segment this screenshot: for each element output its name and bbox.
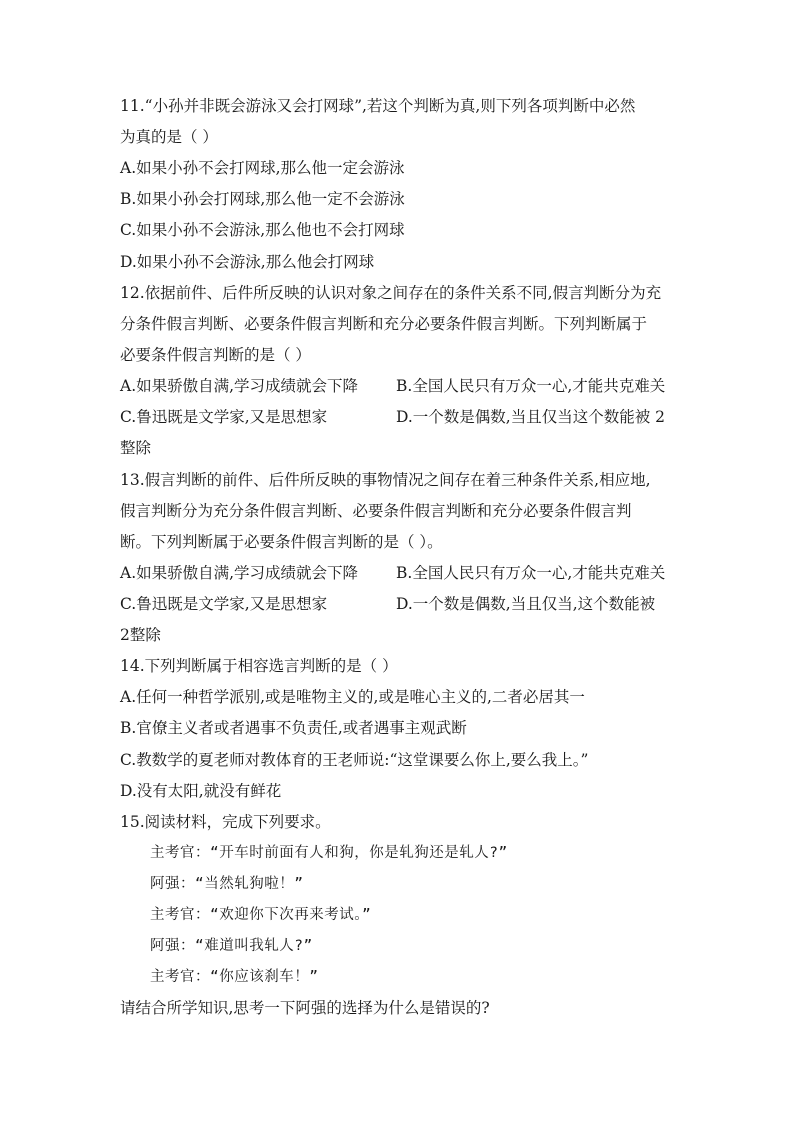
q11-option-c: C.如果小孙不会游泳,那么他也不会打网球 xyxy=(120,221,405,239)
q11-stem-line1: 11.“小孙并非既会游泳又会打网球”,若这个判断为真,则下列各项判断中必然 xyxy=(120,97,636,115)
q12-option-d-continued: 整除 xyxy=(120,439,152,457)
q14-option-a: A.任何一种哲学派别,或是唯物主义的,或是唯心主义的,二者必居其一 xyxy=(120,688,585,706)
q11-option-d: D.如果小孙不会游泳,那么他会打网球 xyxy=(120,253,375,271)
q12-stem-line2: 分条件假言判断、必要条件假言判断和充分必要条件假言判断。下列判断属于 xyxy=(120,315,648,333)
q11-stem-line2: 为真的是（ ） xyxy=(120,128,218,146)
q13-stem-line2: 假言判断分为充分条件假言判断、必要条件假言判断和充分必要条件假言判 xyxy=(120,502,632,520)
q12-option-d: D.一个数是偶数,当且仅当这个数能被 2 xyxy=(396,408,666,426)
q15-dialogue-line: 主考官：“开车时前面有人和狗，你是轧狗还是轧人?” xyxy=(150,845,508,861)
q12-option-b: B.全国人民只有万众一心,才能共克难关 xyxy=(396,377,666,395)
q15-dialogue-line: 阿强：“当然轧狗啦！” xyxy=(150,876,304,892)
q13-option-c: C.鲁迅既是文学家,又是思想家 xyxy=(120,595,328,613)
q15-dialogue-line: 主考官：“你应该刹车！” xyxy=(150,969,319,985)
q13-stem-line3: 断。下列判断属于必要条件假言判断的是（ ）。 xyxy=(120,533,443,551)
q15-dialogue-line: 主考官：“欢迎你下次再来考试。” xyxy=(150,907,372,923)
q13-stem-line1: 13.假言判断的前件、后件所反映的事物情况之间存在着三种条件关系,相应地, xyxy=(120,471,651,489)
q15-dialogue-line: 阿强：“难道叫我轧人?” xyxy=(150,938,313,954)
q13-option-d: D.一个数是偶数,当且仅当,这个数能被 xyxy=(396,595,656,613)
q12-stem-line1: 12.依据前件、后件所反映的认识对象之间存在的条件关系不同,假言判断分为充 xyxy=(120,284,662,302)
q15-stem: 15.阅读材料，完成下列要求。 xyxy=(120,813,331,831)
q12-option-c: C.鲁迅既是文学家,又是思想家 xyxy=(120,408,328,426)
q14-stem: 14.下列判断属于相容选言判断的是（ ） xyxy=(120,657,398,675)
q14-option-c: C.教数学的夏老师对教体育的王老师说:“这堂课要么你上,要么我上。” xyxy=(120,751,589,769)
q13-option-b: B.全国人民只有万众一心,才能共克难关 xyxy=(396,564,666,582)
q11-option-b: B.如果小孙会打网球,那么他一定不会游泳 xyxy=(120,190,405,208)
q12-stem-line3: 必要条件假言判断的是（ ） xyxy=(120,346,311,364)
q13-option-d-continued: 2整除 xyxy=(120,626,161,644)
q12-option-a: A.如果骄傲自满,学习成绩就会下降 xyxy=(120,377,359,395)
q14-option-b: B.官僚主义者或者遇事不负责任,或者遇事主观武断 xyxy=(120,719,467,737)
q15-question: 请结合所学知识,思考一下阿强的选择为什么是错误的? xyxy=(120,999,490,1017)
q11-option-a: A.如果小孙不会打网球,那么他一定会游泳 xyxy=(120,159,405,177)
q13-option-a: A.如果骄傲自满,学习成绩就会下降 xyxy=(120,564,359,582)
q14-option-d: D.没有太阳,就没有鲜花 xyxy=(120,782,282,800)
